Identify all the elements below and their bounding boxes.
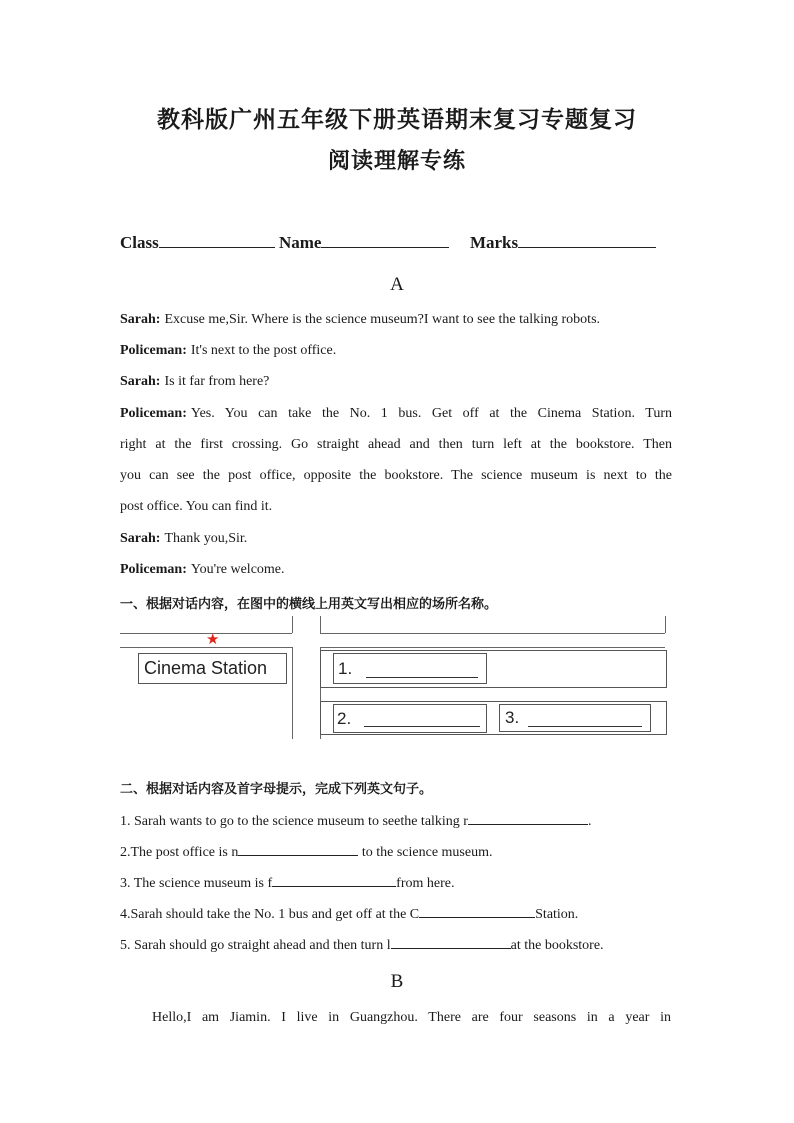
document-title: 教科版广州五年级下册英语期末复习专题复习 (157, 107, 637, 133)
star-icon: ★ (206, 631, 220, 648)
speaker-label: Sarah: (120, 374, 161, 389)
blank-1-line[interactable] (366, 677, 478, 678)
speaker-label: Policeman: (120, 343, 187, 358)
sentence-text: . (587, 814, 592, 829)
map-road-line (320, 633, 665, 634)
sentence-text: at the bookstore. (510, 938, 604, 953)
map-road-line (320, 647, 665, 648)
class-label: Class (120, 233, 159, 252)
blank-box-3 (499, 704, 651, 732)
sentence-item (120, 904, 672, 924)
answer-blank[interactable] (419, 904, 535, 918)
sentence-text: 3. The science museum is f (120, 876, 273, 891)
dialogue-text: you can see the post office, opposite the bookstore. The science museum is next to the (120, 468, 672, 483)
sentence-item (120, 873, 672, 893)
sentence-text: from here. (396, 876, 455, 891)
dialogue-text: post office. You can find it. (120, 499, 273, 514)
dialogue-line (120, 530, 672, 548)
speaker-label: Policeman: (120, 562, 187, 577)
speaker-label: Sarah: (120, 531, 161, 546)
blank-3-line[interactable] (528, 726, 642, 727)
blank-2-number: 2. (337, 709, 352, 728)
class-blank[interactable] (159, 231, 275, 248)
cinema-station-box (138, 653, 287, 684)
blank-2-line[interactable] (364, 726, 480, 727)
map-figure (120, 612, 670, 740)
name-blank[interactable] (321, 231, 449, 248)
marks-blank[interactable] (518, 231, 656, 248)
sentence-text: to the science museum. (358, 845, 493, 860)
map-road-line (320, 616, 321, 633)
task2-heading: 二、根据对话内容及首字母提示，完成下列英文句子。 (120, 782, 433, 797)
sentence-text: 5. Sarah should go straight ahead and then turn l (120, 938, 391, 953)
dialogue-line (120, 436, 672, 454)
dialogue-text: Is it far from here? (164, 374, 270, 389)
answer-blank[interactable] (468, 811, 588, 825)
dialogue-text: It's next to the post office. (190, 343, 337, 358)
marks-label: Marks (469, 233, 519, 252)
dialogue-line (120, 498, 672, 516)
map-road-line (665, 616, 666, 633)
dialogue-text: You're welcome. (190, 562, 285, 577)
sentence-item (120, 811, 672, 831)
sentence-text: 1. Sarah wants to go to the science museum to seethe talking r (120, 814, 468, 829)
answer-blank[interactable] (272, 873, 396, 887)
blank-box-1 (333, 653, 487, 684)
name-label: Name (278, 233, 322, 252)
sentence-item (120, 935, 672, 955)
dialogue-text: Excuse me,Sir. Where is the science museum?I want to see the talking robots. (164, 312, 601, 327)
sentence-text: Station. (535, 907, 579, 922)
sentence-item (120, 842, 672, 862)
answer-blank[interactable] (391, 935, 511, 949)
dialogue-line (120, 405, 672, 423)
dialogue-text: Yes. You can take the No. 1 bus. Get off at the Cinema Station. Turn (190, 406, 672, 421)
dialogue-text: right at the first crossing. Go straight ahead and then turn left at the bookstore. Then (120, 437, 672, 452)
cinema-station-label: Cinema Station (144, 658, 268, 678)
answer-blank[interactable] (238, 842, 358, 856)
speaker-label: Sarah: (120, 312, 161, 327)
dialogue-line (120, 342, 672, 360)
student-info-row (120, 231, 656, 253)
dialogue-text: Thank you,Sir. (164, 531, 248, 546)
dialogue-line (120, 561, 672, 579)
map-road-line (292, 616, 293, 633)
blank-box-2 (333, 704, 487, 733)
blank-1-number: 1. (338, 659, 353, 678)
task1-heading: 一、根据对话内容，在图中的横线上用英文写出相应的场所名称。 (120, 597, 498, 612)
sentence-text: 4.Sarah should take the No. 1 bus and get off at the C (120, 907, 420, 922)
dialogue-line (120, 467, 672, 485)
sentence-text: 2.The post office is n (120, 845, 239, 860)
document-subtitle: 阅读理解专练 (327, 149, 466, 174)
section-b-paragraph: Hello,I am Jiamin. I live in Guangzhou. There are four seasons in a year in (152, 1010, 671, 1025)
dialogue-line (120, 311, 672, 329)
speaker-label: Policeman: (120, 406, 187, 421)
map-road-line (292, 647, 293, 739)
section-b-label: B (390, 971, 404, 992)
blank-3-number: 3. (505, 708, 520, 727)
section-a-label: A (390, 274, 404, 295)
dialogue-line (120, 373, 672, 391)
